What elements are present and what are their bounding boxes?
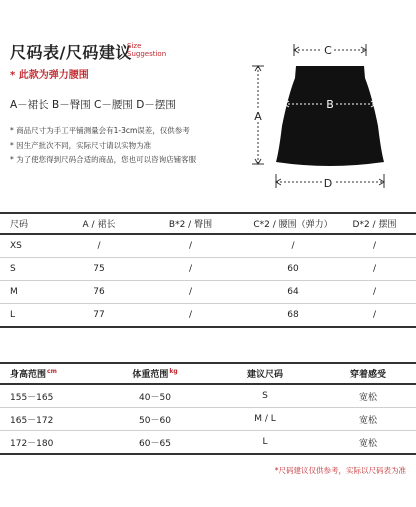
recommendation-footnote: *尺码建议仅供参考，实际以尺码表为准 — [274, 466, 406, 475]
header-waist: C*2 / 腰围（弹力） — [253, 213, 333, 234]
table-header-row — [0, 363, 416, 384]
table-header-row — [0, 213, 416, 234]
header-size: 尺码 — [0, 213, 70, 234]
header-hip: B*2 / 臀围 — [128, 213, 253, 234]
page-title: 尺码表/尺码建议 — [10, 43, 132, 62]
header-hem: D*2 / 摆围 — [333, 213, 416, 234]
skirt-body — [276, 78, 384, 166]
header-suggested-size: 建议尺码 — [210, 363, 320, 384]
measurement-notes — [10, 124, 196, 168]
note-line: * 因生产批次不同，实际尺寸请以实物为准 — [10, 140, 152, 150]
skirt-waistband — [295, 66, 365, 78]
table-row: M 76 / 64 / — [0, 281, 416, 304]
label-c: C — [324, 44, 332, 57]
header-height: 身高范围$^{cm}$ — [0, 363, 100, 384]
label-a: A — [254, 110, 262, 123]
measurement-legend: A－裙长 B－臀围 C－腰围 D－摆围 — [10, 99, 176, 111]
label-b: B — [326, 98, 334, 111]
size-chart-table — [0, 212, 416, 328]
table-row: 155－165 40－50 S 宽松 — [0, 384, 416, 408]
header-weight: 体重范围$^{kg}$ — [100, 363, 210, 384]
elastic-waist-note: * 此款为弹力腰围 — [10, 70, 89, 81]
table-row: 165－172 50－60 M / L 宽松 — [0, 408, 416, 431]
table-row: L 77 / 68 / — [0, 304, 416, 328]
table-row: XS / / / / — [0, 234, 416, 258]
page-title-english: Size Suggestion — [127, 42, 167, 58]
table-row: S 75 / 60 / — [0, 258, 416, 281]
header-length: A / 裙长 — [70, 213, 128, 234]
label-d: D — [323, 177, 333, 190]
note-line: * 商品尺寸为手工平铺测量会有1-3cm误差，仅供参考 — [10, 126, 190, 135]
note-line: * 为了使您得到尺码合适的商品，您也可以咨询店铺客服 — [10, 155, 197, 164]
size-recommendation-table — [0, 362, 416, 455]
skirt-diagram — [238, 36, 408, 196]
header-fit: 穿着感受 — [320, 363, 416, 384]
table-row: 172－180 60－65 L 宽松 — [0, 431, 416, 455]
